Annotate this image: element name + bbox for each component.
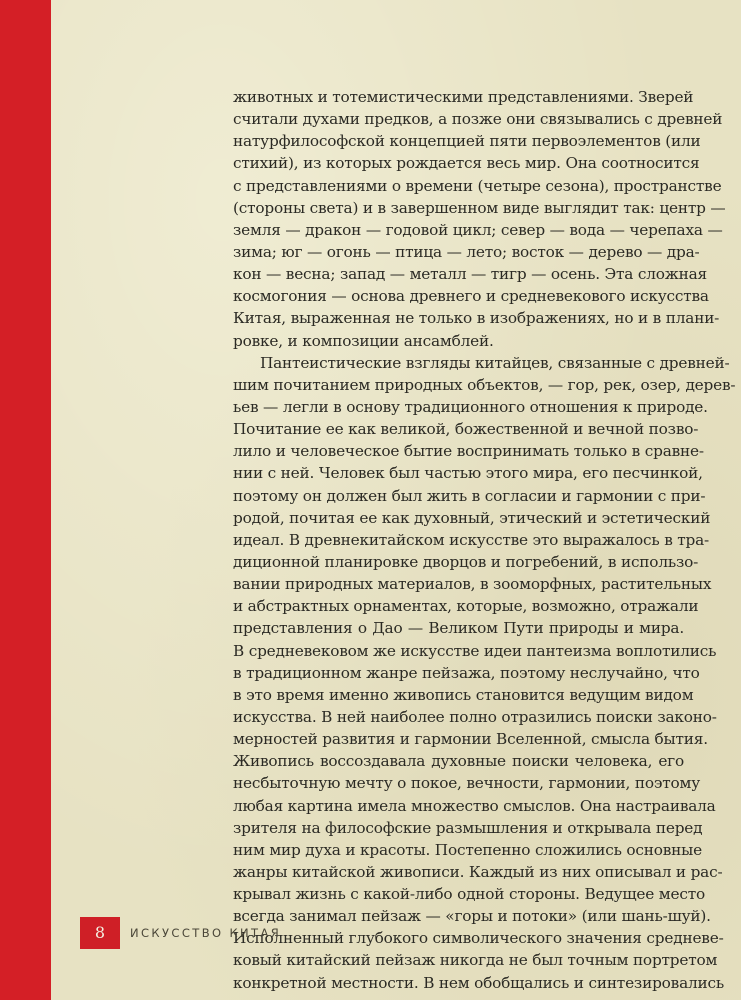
text-line: крывал жизнь с какой-либо одной стороны. Ведущее место <box>233 885 705 904</box>
text-line: считали духами предков, а позже они связывались с древней <box>233 110 723 129</box>
text-line: Почитание ее как великой, божественной и вечной позво- <box>233 420 699 439</box>
text-line: нии с ней. Человек был частью этого мира, его песчинкой, <box>233 464 703 483</box>
text-line: ьев — легли в основу традиционного отношения к природе. <box>233 397 708 416</box>
running-head: ИСКУССТВО КИТАЯ <box>130 926 282 940</box>
text-line: лило и человеческое бытие воспринимать только в сравне- <box>233 442 704 461</box>
text-line: и абстрактных орнаментах, которые, возможно, отражали <box>233 597 699 616</box>
text-line: ним мир духа и красоты. Постепенно сложились основные <box>233 840 702 859</box>
text-line: всегда занимал пейзаж — «горы и потоки» (или шань-шуй). <box>233 907 711 926</box>
text-line: искусства. В ней наиболее полно отразились поиски законо- <box>233 707 717 726</box>
text-line: шим почитанием природных объектов, — гор, рек, озер, дерев- <box>233 375 736 394</box>
text-line: мерностей развития и гармонии Вселенной, смысла бытия. <box>233 730 708 749</box>
text-line: с представлениями о времени (четыре сезона), пространстве <box>233 176 722 195</box>
text-line: ковый китайский пейзаж никогда не был точным портретом <box>233 951 718 970</box>
text-line: конкретной местности. В нем обобщались и синтезировались <box>233 973 725 992</box>
text-line: в традиционном жанре пейзажа, поэтому неслучайно, что <box>233 663 700 682</box>
text-line: космогония — основа древнего и средневекового искусства <box>233 287 709 306</box>
text-line: (стороны света) и в завершенном виде выглядит так: центр — <box>233 198 726 217</box>
body-text <box>233 86 736 994</box>
text-line: Китая, выраженная не только в изображениях, но и в плани- <box>233 309 720 328</box>
text-line: В средневековом же искусстве идеи пантеизма воплотились <box>233 641 717 660</box>
text-line: Исполненный глубокого символического значения средневе- <box>233 929 724 948</box>
text-line: идеал. В древнекитайском искусстве это выражалось в тра- <box>233 530 710 549</box>
text-line: зима; юг — огонь — птица — лето; восток — дерево — дра- <box>233 242 700 261</box>
red-margin-band <box>0 0 51 1000</box>
text-line: кон — весна; запад — металл — тигр — осень. Эта сложная <box>233 265 708 284</box>
text-line: зрителя на философские размышления и открывала перед <box>233 818 703 837</box>
text-line: любая картина имела множество смыслов. Она настраивала <box>233 796 716 815</box>
text-line: поэтому он должен был жить в согласии и гармонии с при- <box>233 486 706 505</box>
text-line: стихий), из которых рождается весь мир. Она соотносится <box>233 154 700 173</box>
text-line: вании природных материалов, в зооморфных, растительных <box>233 575 712 594</box>
text-line: животных и тотемистическими представлениями. Зверей <box>233 88 694 106</box>
text-line: родой, почитая ее как духовный, этический и эстетический <box>233 508 711 527</box>
text-line: земля — дракон — годовой цикл; север — вода — черепаха — <box>233 220 723 239</box>
text-line: натурфилософской концепцией пяти первоэлементов (или <box>233 132 701 151</box>
text-line: представления о Дао — Великом Пути природы и мира. <box>233 619 684 638</box>
text-line: в это время именно живопись становится ведущим видом <box>233 685 694 704</box>
text-line: Живопись воссоздавала духовные поиски человека, его <box>233 752 684 771</box>
text-line: ровке, и композиции ансамблей. <box>233 331 494 350</box>
page-number: 8 <box>94 923 106 942</box>
text-line: жанры китайской живописи. Каждый из них описывал и рас- <box>233 862 723 881</box>
text-line: диционной планировке дворцов и погребений, в использо- <box>233 552 699 571</box>
text-line: Пантеистические взгляды китайцев, связанные с древней- <box>260 353 730 372</box>
text-line: несбыточную мечту о покое, вечности, гармонии, поэтому <box>233 774 700 793</box>
